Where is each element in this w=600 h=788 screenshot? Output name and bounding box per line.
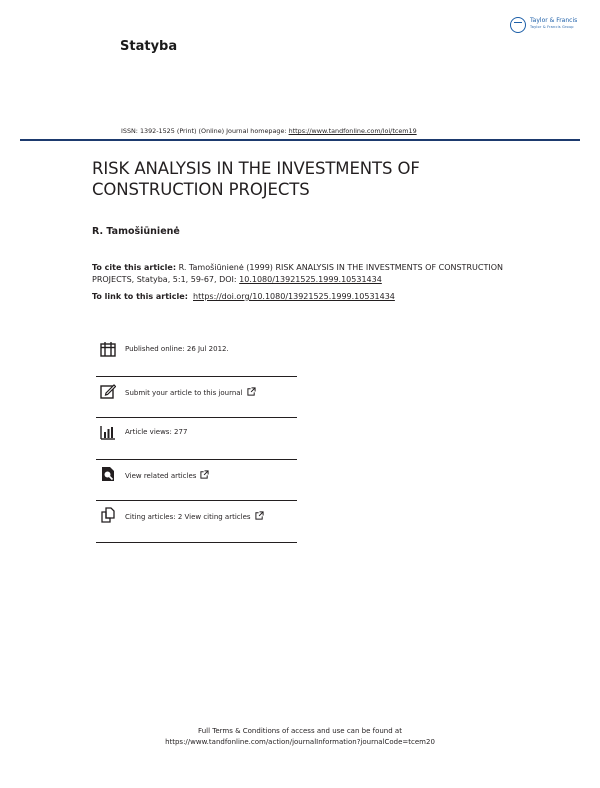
doi-link[interactable]: 10.1080/13921525.1999.10531434 [239, 274, 382, 284]
article-link-line [92, 292, 395, 301]
article-views: Article views: 277 [125, 428, 188, 436]
footer-terms: Full Terms & Conditions of access and use can be found at [198, 727, 402, 735]
bar-chart-icon [100, 424, 116, 440]
issn-line [121, 127, 417, 135]
footer [0, 726, 600, 748]
meta-citing[interactable] [96, 501, 297, 543]
external-link-icon [200, 470, 209, 479]
submit-article-link[interactable] [125, 387, 256, 397]
external-link-icon [255, 511, 264, 520]
citing-articles-icon [100, 507, 116, 523]
calendar-icon [100, 341, 116, 357]
publisher-logo-tagline: Taylor & Francis Group [530, 25, 574, 29]
article-author: R. Tamošiūnienė [92, 226, 180, 237]
meta-related[interactable] [96, 460, 297, 502]
external-link-icon [247, 387, 256, 396]
edit-icon [100, 383, 116, 399]
header-divider [20, 139, 580, 141]
journal-name: Statyba [120, 39, 178, 54]
journal-homepage-link[interactable]: https://www.tandfonline.com/loi/tcem19 [288, 127, 417, 135]
meta-views [96, 418, 297, 460]
citing-articles-label: Citing articles: 2 View citing articles [125, 513, 251, 521]
citation-text: R. Tamošiūnienė (1999) RISK ANALYSIS IN THE INVESTMENTS OF CONSTRUCTION PROJECTS, Statyba, 5:1, 59-67, DOI: [92, 263, 503, 284]
article-title: RISK ANALYSIS IN THE INVESTMENTS OF CONSTRUCTION PROJECTS [92, 159, 420, 199]
meta-submit[interactable] [96, 377, 297, 419]
submit-article-label: Submit your article to this journal [125, 388, 243, 397]
footer-url[interactable]: https://www.tandfonline.com/action/journalInformation?journalCode=tcem20 [165, 738, 435, 746]
citing-articles-link[interactable] [125, 511, 264, 521]
citation-label: To cite this article: [92, 263, 177, 272]
article-url-link[interactable]: https://doi.org/10.1080/13921525.1999.10531434 [193, 292, 395, 301]
publisher-logo-icon [510, 17, 526, 33]
publisher-logo[interactable] [510, 16, 590, 36]
meta-published [96, 335, 297, 377]
citation-block [92, 262, 512, 285]
related-articles-label: View related articles [125, 471, 197, 480]
document-search-icon [100, 466, 116, 482]
publisher-logo-name: Taylor & Francis [530, 17, 578, 24]
issn-text: ISSN: 1392-1525 (Print) (Online) Journal homepage: [121, 127, 289, 135]
related-articles-link[interactable] [125, 470, 209, 480]
article-link-label: To link to this article: [92, 292, 188, 301]
published-date: Published online: 26 Jul 2012. [125, 345, 229, 353]
article-meta-list [96, 335, 297, 543]
